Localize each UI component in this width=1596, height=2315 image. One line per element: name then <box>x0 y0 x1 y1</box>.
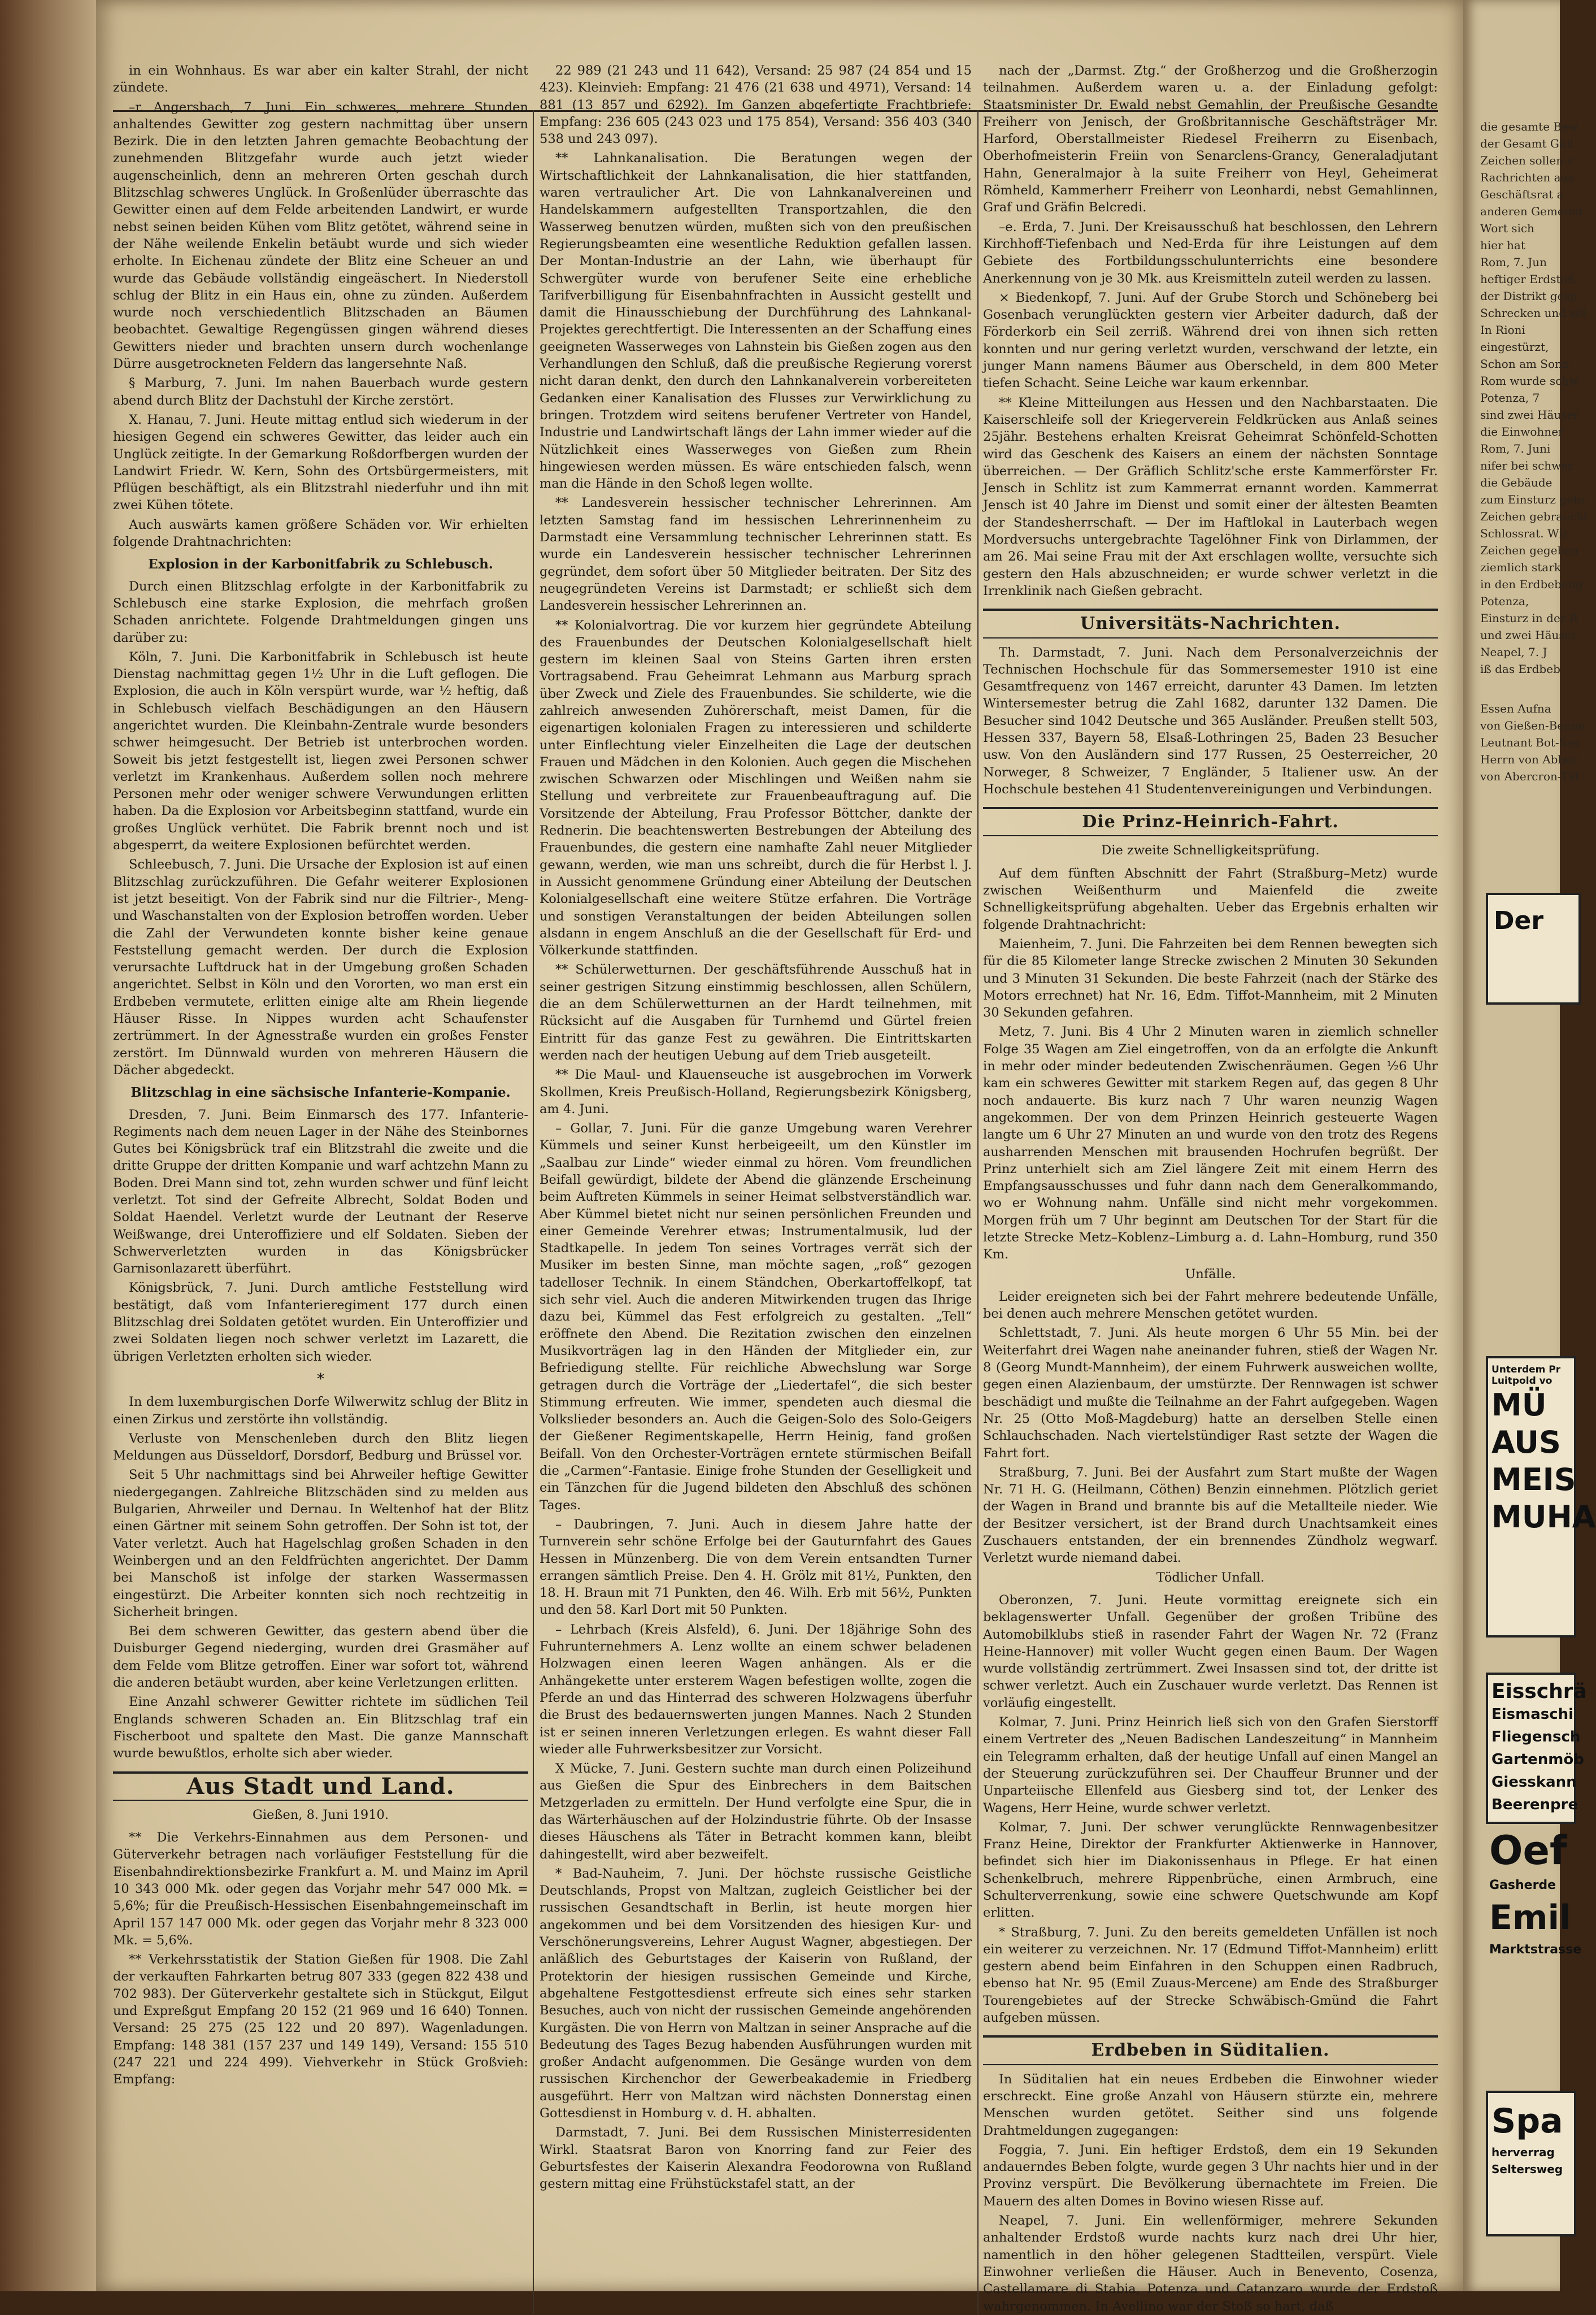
article-paragraph: In dem luxemburgischen Dorfe Wilwerwitz schlug der Blitz in einen Zirkus und zerstörte ihn vollständig. <box>113 1395 528 1427</box>
text-line: Rom wurde schw <box>1480 374 1579 388</box>
article-paragraph: § Marburg, 7. Juni. Im nahen Bauerbach wurde gestern abend durch Blitz der Dachstuhl der Kirche zerstört. <box>113 376 528 408</box>
text-line: In Rioni <box>1480 323 1525 337</box>
ad-text: Giesskann <box>1491 1774 1577 1791</box>
section-divider-star: * <box>317 1370 324 1388</box>
article-paragraph: Verluste von Menschenleben durch den Blitz liegen Meldungen aus Düsseldorf, Dorsdorf, Bedburg und Brüssel vor. <box>113 1431 528 1463</box>
article-paragraph: – Daubringen, 7. Juni. Auch in diesem Jahre hatte der Turnverein sehr schöne Erfolge bei der Gauturnfahrt des Gaues Hessen in Münzenberg. Die von dem Verein entsandten Turner errangen sämtlich Preise. Den 4. H. Grölz mit 81½, Punkten, den 18. H. Braun mit 71 Punkten, den 46. Wilh. Erb mit 56½, Punkten und den 58. Karl Dort mit 50 Punkten. <box>540 1517 972 1618</box>
ad-text: Emil <box>1489 1898 1571 1938</box>
article-paragraph: × Biedenkopf, 7. Juni. Auf der Grube Storch und Schöneberg bei Gosenbach verunglückten gestern vier Arbeiter dadurch, daß der Förderkorb ein Seil zerriß. Während drei von ihnen sich retten konnten und nur gering verletzt wurden, verschwand der letzte, ein junger Mann namens Bäumer aus Oberscheld, in dem 800 Meter tiefen Schacht. Seine Leiche war kaum erkennbar. <box>983 290 1438 391</box>
text-line: Rachrichten aus <box>1480 171 1574 184</box>
advertisement-box <box>1486 1819 1582 2068</box>
article-paragraph: in ein Wohnhaus. Es war aber ein kalter Strahl, der nicht zündete. <box>113 63 528 95</box>
text-line: der Distrikt gesp <box>1480 289 1577 303</box>
ad-text: Seltersweg <box>1491 2162 1563 2176</box>
text-line: zum Einsturz gebr <box>1480 493 1586 506</box>
section-heading: Universitäts-Nachrichten. <box>983 609 1438 638</box>
article-paragraph: Kolmar, 7. Juni. Der schwer verunglückte Rennwagenbesitzer Franz Heine, Direktor der Frankfurter Aktienwerke in Hannover, befindet sich hier im Diakonissenhaus in Pflege. Er hat einen Schenkelbruch, mehrere Rippenbrüche, einen Armbruch, eine Schulterverrenkung, sowie eine schwere Quetschwunde am Kopf erlitten. <box>983 1819 1438 1921</box>
ad-text: Gasherde <box>1489 1878 1556 1892</box>
ad-text: Eismaschi <box>1491 1706 1574 1723</box>
article-paragraph: ** Die Verkehrs-Einnahmen aus dem Personen- und Güterverkehr betragen nach vorläufiger Feststellung für die Eisenbahndirektionsbezirke Frankfurt a. M. und Mainz im April 10 343 000 Mk. oder gegen das Vorjahr mehr 547 000 Mk. = 5,6%; für die Preußisch-Hessischen Eisenbahngemeinschaft im April 157 147 000 Mk. oder gegen das Vorjahr mehr 8 323 000 Mk. = 5,6%. <box>113 1830 528 1948</box>
text-line: Schrecken und sel <box>1480 306 1586 320</box>
text-line: Zeichen gebraucht <box>1480 510 1589 523</box>
text-line: Leutnant Bot-Sas <box>1480 736 1580 749</box>
book-binding <box>0 0 110 2291</box>
ad-text: Der <box>1494 906 1544 935</box>
ad-text: MEIS <box>1491 1462 1576 1497</box>
ad-text: Oef <box>1489 1827 1567 1874</box>
ad-text: Gartenmöb <box>1491 1751 1584 1768</box>
text-line: die Gebäude <box>1480 476 1552 489</box>
article-paragraph: X Mücke, 7. Juni. Gestern suchte man durch einen Polizeihund aus Gießen die Spur des Einbrechers in dem Baitschen Metzgerladen zu ermitteln. Der Hund verfolgte eine Spur, die in das Wärterhäuschen auf der Holzindustrie führte. Ob der Insasse dieses Häuschens als Täter in Betracht kommen kann, bleibt dahingestellt, wird aber bezweifelt. <box>540 1761 972 1862</box>
text-line: in den Erdbebeng <box>1480 577 1583 591</box>
section-heading: Die Prinz-Heinrich-Fahrt. <box>983 807 1438 836</box>
article-paragraph: X. Hanau, 7. Juni. Heute mittag entlud sich wiederum in der hiesigen Gegend ein schweres Gewitter, das leider auch ein Unglück zeitigte. In der Gemarkung Roßdorfbergen wurden der Landwirt Friedr. W. Kern, Sohn des Ortsbürgermeisters, mit Pflügen beschäftigt, als ein Blitzstrahl niederfuhr und ihn mit zwei Kühen tötete. <box>113 412 528 513</box>
article-paragraph: Leider ereigneten sich bei der Fahrt mehrere bedeutende Unfälle, bei denen auch mehrere Menschen getötet wurden. <box>983 1289 1438 1322</box>
advertisement-box <box>1486 2091 1576 2236</box>
text-line: sind zwei Häuser <box>1480 408 1579 422</box>
advertisement-box <box>1486 1356 1596 1638</box>
dateline: Gießen, 8. Juni 1910. <box>252 1807 389 1822</box>
article-paragraph: Oberonzen, 7. Juni. Heute vormittag ereignete sich ein beklagenswerter Unfall. Gegenüber der großen Tribüne des Automobilklubs stieß in rasender Fahrt der Wagen Nr. 72 (Franz Heine-Hannover) mit voller Wucht gegen einen Baum. Der Wagen wurde vollständig zertrümmert. Zwei Insassen sind tot, der dritte ist schwer verletzt. Auch ein Zuschauer wurde verletzt. Das Rennen ist vorläufig eingestellt. <box>983 1592 1438 1710</box>
advertisement-box <box>1486 1673 1587 1824</box>
article-paragraph: * Bad-Nauheim, 7. Juni. Der höchste russische Geistliche Deutschlands, Propst von Maltzan, zugleich Geistlicher bei der russischen Gesandtschaft in Berlin, ist heute morgen hier angekommen und bei dem Vorsitzenden des hiesigen Kur- und Verschönerungsvereins, Lehrer August Wagner, abgestiegen. Der anläßlich des Geburtstages der Kaiserin von Rußland, der Protektorin der hiesigen russischen Gemeinde und Kirche, abgehaltene Festgottesdienst erfreute sich eines sehr starken Besuches, auch von nicht der russischen Gemeinde angehörenden Kurgästen. Die von Herrn von Maltzan in seiner Ansprache auf die Bedeutung des Tages Bezug habenden Ausführungen wurden mit großer Andacht aufgenommen. Die Gesänge wurden von dem russischen Kirchenchor der Gewerbeakademie in Friedberg ausgeführt. Herr von Maltzan wird nächsten Donnerstag einen Gottesdienst in Homburg v. d. H. abhalten. <box>540 1866 972 2121</box>
text-line: Rom, 7. Juni <box>1480 442 1551 455</box>
text-line: Essen Aufna <box>1480 702 1551 715</box>
text-line: von Gießen-Benne <box>1480 719 1585 732</box>
text-line: Herrn von Abbec <box>1480 753 1578 766</box>
article-paragraph: 22 989 (21 243 und 11 642), Versand: 25 987 (24 854 und 15 423). Kleinvieh: Empfang: 21 476 (21 638 und 4971), Versand: 14 881 (13 857 und 6292). Im Ganzen abgefertigte Frachtbriefe: Empfang: 236 605 (243 023 und 175 854), Versand: 356 403 (340 538 und 243 097). <box>540 63 972 147</box>
article-paragraph: Dresden, 7. Juni. Beim Einmarsch des 177. Infanterie-Regiments nach dem neuen Lager in der Nähe des Steinbornes Gutes bei Königsbrück traf ein Blitzstrahl die zweite und die dritte Gruppe der dritten Kompanie und warf achtzehn Mann zu Boden. Drei Mann sind tot, zehn wurden schwer und fünf leicht verletzt. Tot sind der Gefreite Albrecht, Soldat Boden und Soldat Haendel. Verletzt wurde der Leutnant der Reserve Weißwange, drei Unteroffiziere und elf Soldaten. Sieben der Schwerverletzten wurden in das Königsbrücker Garnisonlazarett überführt. <box>113 1107 528 1276</box>
text-line: Neapel, 7. J <box>1480 645 1547 659</box>
ad-text: MUHA <box>1491 1499 1596 1535</box>
article-paragraph: Bei dem schweren Gewitter, das gestern abend über die Duisburger Gegend niederging, wurden drei Grasmäher auf dem Felde vom Blitze getroffen. Einer war sofort tot, während die anderen betäubt wurden, aber keine Verletzungen erlitten. <box>113 1624 528 1691</box>
article-paragraph: Th. Darmstadt, 7. Juni. Nach dem Personalverzeichnis der Technischen Hochschule für das Sommersemester 1910 ist eine Gesamtfrequenz von 1467 erreicht, darunter 43 Damen. Im letzten Wintersemester betrug die Zahl 1682, darunter 132 Damen. Die Besucher sind 1042 Deutsche und 365 Ausländer. Preußen stellt 503, Hessen 337, Bayern 58, Elsaß-Lothringen 25, Baden 23 Besucher usw. Von den Ausländern sind 177 Russen, 25 Oesterreicher, 20 Norweger, 8 Schweizer, 7 Engländer, 5 Italiener usw. An der Hochschule bestehen 41 Studentenvereinigungen und Verbindungen. <box>983 645 1438 797</box>
article-paragraph: Schlettstadt, 7. Juni. Als heute morgen 6 Uhr 55 Min. bei der Weiterfahrt drei Wagen nahe aneinander fuhren, stieß der Wagen Nr. 8 (Georg Mundt-Mannheim), der einem Fuhrwerk ausweichen wollte, gegen einen Alazienbaum, der umstürzte. Der Rennwagen ist schwer beschädigt und mußte die Teilnahme an der Fahrt aufgegeben. Wagen Nr. 25 (Otto Moß-Magdeburg) hatte an derselben Stelle einen Schlauchschaden. Nach viertelstündiger Rast setzte der Wagen die Fahrt fort. <box>983 1326 1438 1461</box>
text-line: Einsturz in der R <box>1480 611 1578 625</box>
section-heading: Erdbeben in Süditalien. <box>983 2035 1438 2065</box>
text-line: Potenza, 7 <box>1480 391 1540 405</box>
column-rule <box>533 110 534 2314</box>
article-paragraph: – Lehrbach (Kreis Alsfeld), 6. Juni. Der 18jährige Sohn des Fuhrunternehmers A. Lenz wollte an einem schwer beladenen Holzwagen einen leeren Wagen anhängen. Als er die Anhängekette unter ersterem Wagen befestigen wollte, zogen die Pferde an und das Hinterrad des schweren Holzwagens überfuhr die Brust des bedauernswerten jungen Mannes. Nach 2 Stunden ist er seinen inneren Verletzungen erlegen. Es wahnt dieser Fall wieder alle Fuhrwerksbesitzer zur Vorsicht. <box>540 1622 972 1757</box>
article-paragraph: ** Kolonialvortrag. Die vor kurzem hier gegründete Abteilung des Frauenbundes der Deutschen Kolonialgesellschaft hielt gestern im kleinen Saal von Steins Garten ihren ersten Vortragsabend. Frau Geheimrat Lehmann aus Marburg sprach über Zweck und Ziele des Frauenbundes. Sie schilderte, wie die zahlreich anwesenden Zuhörerschaft, meist Damen, für die eigenartigen kolonialen Fragen zu interessieren und schilderte unter Einflechtung vieler Einzelheiten die Lage der deutschen Frauen und Mädchen in den Kolonien. Auch gegen die Mischehen zwischen Schwarzen oder Mischlingen und Weißen nahm sie Stellung und verbreitete zur Frauenbeauftragung auf. Die Vorsitzende der Abteilung, Frau Professor Böttcher, dankte der Rednerin. Die beachtenswerten Bestrebungen der Abteilung des Frauenbundes, die gestern eine namhafte Zahl neuer Mitglieder gewann, werden, wie man uns schreibt, durch die für Herbst l. J. in Aussicht genommene Gründung einer Abteilung der Deutschen Kolonialgesellschaft eine weitere Stütze erfahren. Die Vorträge und sonstigen Veranstaltungen der beiden Abteilungen sollen alsdann in engem Anschluß an die der Gesellschaft für Erd- und Völkerkunde stattfinden. <box>540 618 972 958</box>
article-paragraph: Metz, 7. Juni. Bis 4 Uhr 2 Minuten waren in ziemlich schneller Folge 35 Wagen am Ziel eingetroffen, von da an erfolgte die Ankunft in mehr oder minder bedeutenden Zwischenräumen. Gegen ½6 Uhr kam ein schweres Gewitter mit starkem Regen auf, das gegen 8 Uhr noch andauerte. Bis kurz nach 7 Uhr waren neunzig Wagen angekommen. Der von dem Prinzen Heinrich gesteuerte Wagen langte um 6 Uhr 27 Minuten an und wurde von den trotz des Regens ausharrenden Menschen mit brausenden Hochrufen begrüßt. Der Prinz unterhielt sich am Ziel längere Zeit mit einem Herrn des Empfangsausschusses und fuhr dann nach dem Generalkommando, wo er Wohnung nahm. Unfälle sind nicht mehr vorgekommen. Morgen früh um 7 Uhr beginnt am Deutschen Tor der Start für die letzte Strecke Metz–Koblenz–Limburg a. d. Lahn–Homburg, rund 350 Km. <box>983 1024 1438 1262</box>
text-line: von Abercron-Täl <box>1480 770 1579 783</box>
article-heading: Explosion in der Karbonitfabrik zu Schlebusch. <box>148 557 493 572</box>
text-line: ziemlich stark <box>1480 561 1561 574</box>
text-line: Geschäftsrat a <box>1480 188 1564 201</box>
adjacent-page <box>1463 0 1596 2291</box>
article-paragraph: ** Kleine Mitteilungen aus Hessen und den Nachbarstaaten. Die Kaiserschleife soll der Kriegerverein Feldkrücken aus Anlaß seines 25jähr. Bestehens erhalten Kreisrat Geheimrat Schönfeld-Schotten wird das Geschenk des Kaisers an einem der nächsten Sonntage überreichen. — Der Gräflich Schlitz'sche erste Kammerförster Fr. Jensch in Schlitz ist zum Kammerrat ernannt worden. Kammerrat Jensch ist 40 Jahre im Dienst und somit einer der ältesten Beamten der Standesherrschaft. — Der im Haftlokal in Lauterbach wegen Mordversuchs untergebrachte Tagelöhner Fink von Dirlammen, der am 26. Mai seine Frau mit der Axt erschlagen wollte, versuchte sich gestern den Hals abzuschneiden; er wurde schwer verletzt in die Irrenklinik nach Gießen gebracht. <box>983 395 1438 598</box>
article-paragraph: Maienheim, 7. Juni. Die Fahrzeiten bei dem Rennen bewegten sich für die 85 Kilometer lange Strecke zwischen 2 Minuten 30 Sekunden und 3 Minuten 31 Sekunden. Die beste Fahrzeit (nach der Stärke des Motors errechnet) hat Nr. 16, Edm. Tiffot-Mannheim, mit 2 Minuten 30 Sekunden gefahren. <box>983 936 1438 1020</box>
article-paragraph: Neapel, 7. Juni. Ein wellenförmiger, mehrere Sekunden anhaltender Erdstoß wurde nachts kurz nach drei Uhr hier, namentlich in den höher gelegenen Stadtteilen, verspürt. Viele Einwohner verließen die Häuser. Auch in Benevento, Cosenza, Castellamare di Stabia, Potenza und Catanzaro wurde der Erdstoß wahrgenommen. In Avellino war der Stoß so hart, daß <box>983 2213 1438 2314</box>
text-line: Potenza, <box>1480 594 1529 608</box>
article-paragraph: In Süditalien hat ein neues Erdbeben die Einwohner wieder erschreckt. Eine große Anzahl von Häusern stürzte ein, mehrere Menschen wurden getötet. Seither sind uns folgende Drahtmeldungen zugegangen: <box>983 2071 1438 2138</box>
article-paragraph: ** Lahnkanalisation. Die Beratungen wegen der Wirtschaftlichkeit der Lahnkanalisation, die hier stattfanden, waren vertraulicher Art. Die von Lahnkanalvereinen und Handelskammern aufgestellten Transportzahlen, die den Wasserweg benutzen würden, mußten sich von den preußischen Regierungsbeamten eine wesentliche Reduktion gefallen lassen. Der Montan-Industrie an der Lahn, wie überhaupt für Schwergüter wurde von berufener Seite eine erhebliche Tarifverbilligung für Eisenbahnfrachten in Aussicht gestellt und damit die Hinausschiebung der Durchführung des Lahnkanal-Projektes gerechtfertigt. Die Interessenten an der Schaffung eines geeigneten Wasserweges von Lahnstein bis Gießen zogen aus den Verhandlungen den Schluß, daß die preußische Regierung vorerst nicht daran denkt, den durch den Lahnkanalverein vorbereiteten Gedanken einer Kanalisation des Flusses zur Verwirklichung zu bringen. Trotzdem wird seitens berufener Vertreter von Handel, Industrie und Landwirtschaft längs der Lahn immer wieder auf die Nützlichkeit eines Wasserweges von Gießen zum Rhein hingewiesen werden müssen. Es wäre entschieden falsch, wenn man die Hände in den Schoß legen wollte. <box>540 151 972 492</box>
article-paragraph: ** Schülerwetturnen. Der geschäftsführende Ausschuß hat in seiner gestrigen Sitzung einstimmig beschlossen, allen Schülern, die an dem Schülerwetturnen an der Hardt teilnehmen, mit Rücksicht auf die Ausgaben für Turnhemd und Gürtel freien Eintritt für das ganze Fest zu gewähren. Die Eintrittskarten werden nach der heutigen Uebung auf dem Trieb ausgeteilt. <box>540 962 972 1063</box>
article-paragraph: * Straßburg, 7. Juni. Zu den bereits gemeldeten Unfällen ist noch ein weiterer zu verzeichnen. Nr. 17 (Edmund Tiffot-Mannheim) erlitt gestern abend beim Einfahren in den Schuppen einen Radbruch, ebenso hat Nr. 95 (Emil Zuaus-Mercene) am Ende des Straßburger Tourengebietes auf der Strecke Schwäbisch-Gmünd die Fahrt aufgeben müssen. <box>983 1925 1438 2026</box>
text-line: Zeichen sollen s <box>1480 154 1573 167</box>
article-paragraph: Köln, 7. Juni. Die Karbonitfabrik in Schlebusch ist heute Dienstag nachmittag gegen 1½ Uhr in die Luft geflogen. Die Explosion, die auch in Köln verspürt wurde, war ½ heftig, daß in Schlebusch vielfach Beschädigungen an den Häusern angerichtet wurden. Die Kleinbahn-Zentrale wurde besonders schwer heimgesucht. Der Betrieb ist unterbrochen worden. Soweit bis jetzt festgestellt ist, liegen zwei Personen schwer verletzt im Krankenhaus. Außerdem sollen noch mehrere Personen mehr oder weniger schwere Verwundungen erlitten haben. Da die Explosion vor Arbeitsbeginn stattfand, wurde ein großes Unglück verhütet. Die Fabrik brennt noch und ist abgesperrt, da weitere Explosionen befürchtet werden. <box>113 649 528 853</box>
article-paragraph: ** Verkehrsstatistik der Station Gießen für 1908. Die Zahl der verkauften Fahrkarten betrug 807 333 (gegen 822 438 und 702 983). Der Güterverkehr gestaltete sich in Stückgut, Eilgut und Expreßgut Empfang 20 152 (21 969 und 16 640) Tonnen. Versand: 25 275 (25 122 und 20 897). Wagenladungen. Empfang: 148 381 (157 237 und 149 149), Versand: 155 510 (247 221 und 224 499). Viehverkehr in Stück Großvieh: Empfang: <box>113 1952 528 2087</box>
text-line: Schon am Sonn <box>1480 357 1569 371</box>
ad-text: Luitpold vo <box>1491 1375 1552 1387</box>
article-paragraph: –r. Angersbach, 7. Juni. Ein schweres, mehrere Stunden anhaltendes Gewitter zog gestern nachmittag über unsern Bezirk. Die in den letzten Jahren gemachte Beobachtung der zunehmenden Blitzgefahr wurde auch jetzt wieder augenscheinlich, denn an mehreren Orten geschah durch Blitzschlag schweres Unglück. In Großenlüder überraschte das Gewitter einen auf dem Felde arbeitenden Landwirt, er wurde nebst seinen beiden Kühen vom Blitz getötet, während seine in der Nähe weilende Enkelin betäubt wurde und sich wieder erholte. In Eichenau zündete der Blitz eine Scheuer an und wurde das Gebäude vollständig eingeäschert. In Niederstoll schlug der Blitz in ein Haus ein, ohne zu zünden. Außerdem wurde noch verschiedentlich Blitzschaden an Bäumen beobachtet. Gewaltige Regengüssen gingen während dieses Gewitters nieder und brachten unsern durch wochenlange Dürre ausgetrockneten Feldern das langersehnte Naß. <box>113 99 528 372</box>
text-line: hier hat <box>1480 238 1525 252</box>
ad-text: herverrag <box>1491 2145 1555 2159</box>
article-paragraph: Eine Anzahl schwerer Gewitter richtete im südlichen Teil Englands schweren Schaden an. Ein Blitzschlag traf ein Fischerboot und spaltete den Mast. Die ganze Mannschaft wurde bewußtlos, erholte sich aber wieder. <box>113 1695 528 1761</box>
article-paragraph: Straßburg, 7. Juni. Bei der Ausfahrt zum Start mußte der Wagen Nr. 71 H. G. (Heilmann, Cöthen) Benzin einnehmen. Plötzlich geriet der Wagen in Brand und brannte bis auf die Metallteile nieder. Wie der Besitzer versichert, ist der Brand durch Unachtsamkeit eines Zuschauers entstanden, der ein brennendes Zündholz wegwarf. Verletzt wurde niemand dabei. <box>983 1465 1438 1566</box>
text-line: nifer bei schwer <box>1480 459 1573 472</box>
text-line: der Gesamt Gült <box>1480 137 1575 150</box>
text-line: die gesamte Bew <box>1480 120 1578 133</box>
ad-text: AUS <box>1491 1424 1561 1460</box>
article-paragraph: Foggia, 7. Juni. Ein heftiger Erdstoß, dem ein 19 Sekunden andauerndes Beben folgte, wurde gegen 3 Uhr nachts hier und in der Provinz verspürt. Die Bevölkerung übernachtete im Freien. Die Mauern des alten Domes in Bovino wiesen Risse auf. <box>983 2142 1438 2209</box>
article-paragraph: ** Landesverein hessischer technischer Lehrerinnen. Am letzten Samstag fand im hessischen Lehrerinnenheim zu Darmstadt eine Versammlung technischer Lehrerinnen statt. Es wurde ein Landesverein hessischer technischer Lehrerinnen gegründet, dem sofort über 50 Mitglieder beitraten. Der Sitz des neugegründeten Vereins ist Darmstadt; er schließt sich dem Landesverein hessischer Lehrerinnen an. <box>540 496 972 614</box>
article-paragraph: Darmstadt, 7. Juni. Bei dem Russischen Ministerresidenten Wirkl. Staatsrat Baron von Knorring fand zur Feier des Geburtsfestes der Kaiserin Alexandra Feodorowna von Rußland gestern mittag eine Frühstückstafel statt, an der <box>540 2125 972 2192</box>
adjacent-page-text <box>1480 119 1589 785</box>
section-heading: Aus Stadt und Land. <box>113 1771 528 1801</box>
article-paragraph: Auch auswärts kamen größere Schäden vor. Wir erhielten folgende Drahtnachrichten: <box>113 517 528 550</box>
subheading: Unfälle. <box>1185 1266 1236 1282</box>
article-paragraph: Schleebusch, 7. Juni. Die Ursache der Explosion ist auf einen Blitzschlag zurückzuführen. Die Gefahr weiterer Explosionen ist jetzt beseitigt. Von der Fabrik sind nur die Filtrier-, Meng- und Waschanstalten von der Explosion betroffen worden. Ueber die Zahl der Verwundeten konnte bisher keine genaue Feststellung gemacht werden. Der durch die Explosion verursachte Luftdruck hat in der Umgebung großen Schaden angerichtet. Selbst in Köln und den Vororten, wo man erst ein Erdbeben vermutete, erlitten einige alte am Rhein liegende Häuser Risse. In Nippes wurden acht Schaufenster zertrümmert. In der Agnesstraße wurden ein großes Fenster zerstört. Im Dünnwald wurden von mehreren Häusern die Dächer abgedeckt. <box>113 857 528 1078</box>
article-paragraph: Kolmar, 7. Juni. Prinz Heinrich ließ sich von den Grafen Sierstorff einem Vertreter des „Neuen Badischen Landeszeitung“ in Mannheim ein Telegramm erhalten, daß der heutige Unfall auf einen Mangel an der Steuerung zurückzuführen sei. Der Chauffeur Brunner und der Unparteiische Ellenfeld aus Giesberg sind tot, der Lenker des Wagens, Herr Heine, wurde schwer verletzt. <box>983 1715 1438 1815</box>
ad-text: Marktstrasse <box>1489 1943 1582 1957</box>
text-line: die Einwohner <box>1480 425 1564 438</box>
article-paragraph: ** Die Maul- und Klauenseuche ist ausgebrochen im Vorwerk Skollmen, Kreis Preußisch-Holland, Regierungsbezirk Königsberg, am 4. Juni. <box>540 1067 972 1117</box>
text-line: heftiger Erdstoß <box>1480 272 1575 286</box>
text-line: iß das Erdbeb <box>1480 662 1560 676</box>
advertisement-box <box>1486 893 1581 1005</box>
article-paragraph: Königsbrück, 7. Juni. Durch amtliche Feststellung wird bestätigt, daß vom Infanterieregiment 177 durch einen Blitzschlag drei Soldaten getötet wurden. Ein Unteroffizier und zwei Soldaten liegen noch schwer verletzt im Lazarett, die übrigen Verletzten erholten sich wieder. <box>113 1280 528 1364</box>
article-paragraph: –e. Erda, 7. Juni. Der Kreisausschuß hat beschlossen, den Lehrern Kirchhoff-Tiefenbach und Ned-Erda für ihre Leistungen auf dem Gebiete des Fortbildungsschulunterrichts eine besondere Anerkennung von je 30 Mk. aus Kreismitteln zuteil werden zu lassen. <box>983 219 1438 286</box>
ad-text: Beerenpre <box>1491 1796 1578 1813</box>
subheading: Tödlicher Unfall. <box>1156 1570 1265 1585</box>
article-paragraph: Auf dem fünften Abschnitt der Fahrt (Straßburg–Metz) wurde zwischen Weißenthurm und Maienfeld die zweite Schnelligkeitsprüfung abgehalten. Ueber das Ergebnis erhalten wir folgende Drahtnachricht: <box>983 866 1438 932</box>
ad-text: MÜ <box>1491 1387 1547 1423</box>
text-line: Zeichen gegeben <box>1480 544 1579 557</box>
article-heading: Blitzschlag in eine sächsische Infanterie-Kompanie. <box>131 1085 511 1101</box>
article-paragraph: Durch einen Blitzschlag erfolgte in der Karbonitfabrik zu Schlebusch eine starke Explosion, die mehrfach großen Schaden anrichtete. Folgende Drahtmeldungen gingen uns darüber zu: <box>113 579 528 645</box>
article-paragraph: – Gollar, 7. Juni. Für die ganze Umgebung waren Verehrer Kümmels und seiner Kunst herbeigeeilt, um den Künstler im „Saalbau zur Linde“ wieder einmal zu hören. Vom freundlichen Beifall gewürdigt, bildete der Abend die glänzende Erscheinung beim Auftreten Kümmels in seiner Heimat selbstverständlich war. Aber Kümmel bietet nicht nur seinen persönlichen Freunden und einer Gemeinde Verehrer etwas; Instrumentalmusik, lud der Stadtkapelle. In jedem Ton seines Vortrages verrät sich der Musiker im besten Sinne, man möchte sagen, „roß“ gezogen tadelloser Technik. In einem Ständchen, Oberkartoffelkopf, tat sich sehr viel. Auch die anderen Mitwirkenden trugen das Ihrige dazu bei, Kümmel das Fest erfolgreich zu gestalten. „Tell“ eröffnete den Abend. Die Rezitation zwischen den einzelnen Musikvorträgen lag in den Händen der Mitglieder ein, zur Befriedigung stellte. Für reichliche Abwechslung war Sorge getragen durch die Vorträge der „Liedertafel“, die sich bester Stimmung erfreuten. Wie immer, spendeten auch diesmal die Volkslieder besonders an. Auch die Geigen-Solo des Solo-Geigers der Gießener Regimentskapelle, Herrn Heinig, fand großen Beifall. Von den Orchester-Vorträgen erntete stürmischen Beifall die „Carmen“-Fantasie. Einige frohe Stunden der Geselligkeit und ein Tänzchen für die Jugend bildeten den Abschluß des schönen Tages. <box>540 1121 972 1513</box>
text-line: anderen Gemeind <box>1480 205 1582 218</box>
ad-text: Unterdem Pr <box>1491 1364 1561 1375</box>
column-2 <box>540 62 972 2277</box>
subheading: Die zweite Schnelligkeitsprüfung. <box>1101 843 1320 858</box>
ad-text: Eisschrä <box>1491 1680 1587 1703</box>
text-line: und zwei Häuser <box>1480 628 1577 642</box>
column-1 <box>113 62 528 2277</box>
article-paragraph: nach der „Darmst. Ztg.“ der Großherzog und die Großherzogin teilnahmen. Außerdem waren u. a. der Einladung gefolgt: Staatsminister Dr. Ewald nebst Gemahlin, der Preußische Gesandte Freiherr von Jenisch, der Großbritannische Geschäftsträger Mr. Harford, Oberstallmeister Riedesel Freiherrn zu Eisenbach, Oberhofmeisterin Freiin von Senarclens-Grancy, Generaladjutant Hahn, Generalmajor à la suite Freiherr von Heyl, Geheimerat Römheld, Kammerherr Freiherr von Leonhardi, nebst Gemahlinnen, Graf und Gräfin Belcredi. <box>983 63 1438 215</box>
column-rule <box>977 110 979 2314</box>
text-line: eingestürzt, <box>1480 340 1549 354</box>
ad-text: Spa <box>1491 2101 1563 2141</box>
article-paragraph: Seit 5 Uhr nachmittags sind bei Ahrweiler heftige Gewitter niedergegangen. Zahlreiche Blitzschäden sind zu melden aus Bulgarien, Ahrweiler und Dernau. In Weltenhof hat der Blitz einen Gärtner mit seinem Sohn getroffen. Der Sohn ist tot, der Vater verletzt. Auch hat Hagelschlag großen Schaden in den Weinbergen und an den Feldfrüchten angerichtet. Der Damm bei Manschoß ist infolge der starken Wassermassen eingestürzt. Die Arbeiter konnten sich noch rechtzeitig in Sicherheit bringen. <box>113 1467 528 1619</box>
text-line: Schlossrat. Wir <box>1480 527 1568 540</box>
ad-text: Fliegensch <box>1491 1728 1581 1745</box>
text-line: Wort sich <box>1480 221 1534 235</box>
text-line: Rom, 7. Jun <box>1480 255 1547 269</box>
column-3 <box>983 62 1438 2314</box>
